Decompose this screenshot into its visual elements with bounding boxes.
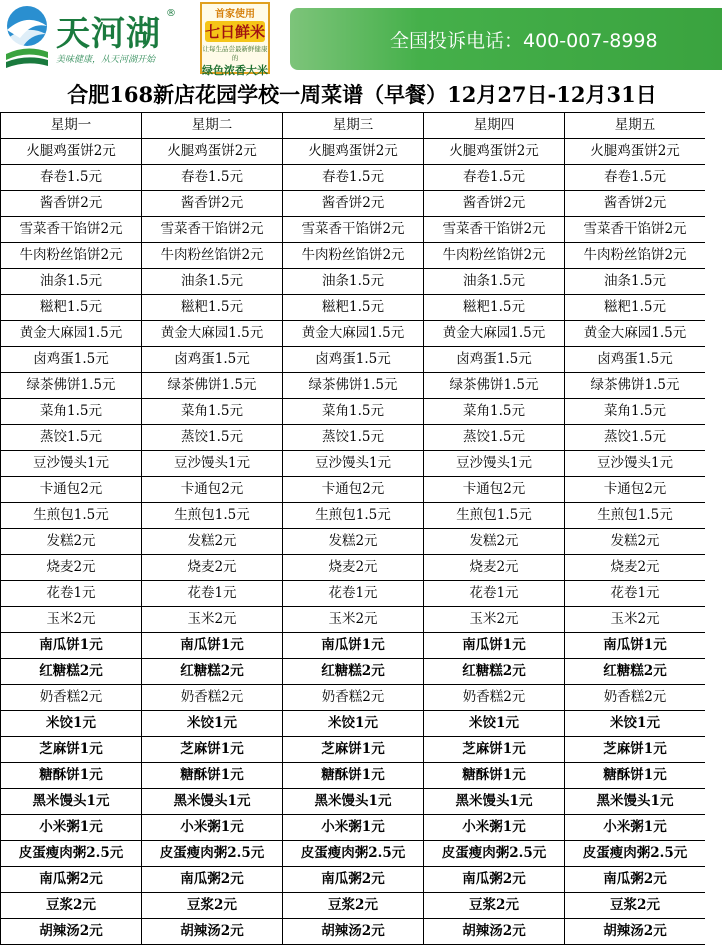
- menu-item-cell: 豆浆2元: [565, 893, 706, 919]
- menu-item-cell: 豆沙馒头1元: [565, 451, 706, 477]
- menu-item-cell: 绿茶佛饼1.5元: [283, 373, 424, 399]
- menu-item-cell: 蒸饺1.5元: [565, 425, 706, 451]
- menu-item-cell: 生煎包1.5元: [1, 503, 142, 529]
- menu-item-cell: 芝麻饼1元: [565, 737, 706, 763]
- menu-item-cell: 蒸饺1.5元: [142, 425, 283, 451]
- menu-item-cell: 雪菜香干馅饼2元: [424, 217, 565, 243]
- menu-item-cell: 绿茶佛饼1.5元: [1, 373, 142, 399]
- menu-item-cell: 豆浆2元: [424, 893, 565, 919]
- menu-item-cell: 黄金大麻园1.5元: [142, 321, 283, 347]
- menu-item-cell: 南瓜饼1元: [1, 633, 142, 659]
- menu-row: [1, 425, 706, 451]
- menu-row: [1, 191, 706, 217]
- menu-item-cell: 卡通包2元: [424, 477, 565, 503]
- menu-item-cell: 奶香糕2元: [283, 685, 424, 711]
- menu-row: [1, 737, 706, 763]
- menu-item-cell: 油条1.5元: [142, 269, 283, 295]
- menu-item-cell: 烧麦2元: [565, 555, 706, 581]
- menu-item-cell: 发糕2元: [424, 529, 565, 555]
- menu-item-cell: 胡辣汤2元: [283, 919, 424, 945]
- menu-item-cell: 生煎包1.5元: [565, 503, 706, 529]
- menu-item-cell: 花卷1元: [1, 581, 142, 607]
- menu-item-cell: 豆浆2元: [283, 893, 424, 919]
- menu-row: [1, 607, 706, 633]
- menu-item-cell: 发糕2元: [1, 529, 142, 555]
- menu-row: [1, 373, 706, 399]
- menu-row: [1, 503, 706, 529]
- menu-item-cell: 皮蛋瘦肉粥2.5元: [1, 841, 142, 867]
- menu-item-cell: 小米粥1元: [142, 815, 283, 841]
- menu-item-cell: 春卷1.5元: [142, 165, 283, 191]
- menu-item-cell: 红糖糕2元: [424, 659, 565, 685]
- menu-row: [1, 321, 706, 347]
- menu-item-cell: 豆浆2元: [1, 893, 142, 919]
- hotline-text: 全国投诉电话：400-007-8998: [390, 30, 658, 52]
- menu-row: [1, 919, 706, 945]
- menu-item-cell: 春卷1.5元: [565, 165, 706, 191]
- menu-item-cell: 火腿鸡蛋饼2元: [424, 139, 565, 165]
- menu-item-cell: 芝麻饼1元: [424, 737, 565, 763]
- menu-item-cell: 春卷1.5元: [424, 165, 565, 191]
- menu-item-cell: 黑米馒头1元: [1, 789, 142, 815]
- menu-row: [1, 529, 706, 555]
- menu-item-cell: 花卷1元: [283, 581, 424, 607]
- day-header: 星期一: [1, 113, 142, 139]
- product-badge-subtitle: 绿色浓香大米: [202, 64, 268, 77]
- menu-item-cell: 火腿鸡蛋饼2元: [283, 139, 424, 165]
- menu-item-cell: 蒸饺1.5元: [1, 425, 142, 451]
- menu-item-cell: 红糖糕2元: [1, 659, 142, 685]
- menu-item-cell: 菜角1.5元: [142, 399, 283, 425]
- menu-item-cell: 糖酥饼1元: [424, 763, 565, 789]
- menu-item-cell: 米饺1元: [565, 711, 706, 737]
- menu-row: [1, 165, 706, 191]
- menu-item-cell: 卤鸡蛋1.5元: [283, 347, 424, 373]
- menu-item-cell: 绿茶佛饼1.5元: [424, 373, 565, 399]
- menu-row: [1, 347, 706, 373]
- menu-item-cell: 菜角1.5元: [1, 399, 142, 425]
- menu-row: [1, 633, 706, 659]
- menu-item-cell: 豆浆2元: [142, 893, 283, 919]
- menu-row: [1, 269, 706, 295]
- menu-item-cell: 雪菜香干馅饼2元: [1, 217, 142, 243]
- menu-row: [1, 477, 706, 503]
- menu-item-cell: 发糕2元: [283, 529, 424, 555]
- menu-item-cell: 皮蛋瘦肉粥2.5元: [424, 841, 565, 867]
- menu-item-cell: 小米粥1元: [283, 815, 424, 841]
- menu-item-cell: 糍粑1.5元: [142, 295, 283, 321]
- menu-row: [1, 555, 706, 581]
- menu-item-cell: 酱香饼2元: [283, 191, 424, 217]
- menu-item-cell: 胡辣汤2元: [142, 919, 283, 945]
- brand-slogan: 美味健康，从天河湖开始: [56, 55, 156, 65]
- menu-item-cell: 玉米2元: [424, 607, 565, 633]
- menu-item-cell: 小米粥1元: [565, 815, 706, 841]
- menu-item-cell: 玉米2元: [142, 607, 283, 633]
- menu-item-cell: 生煎包1.5元: [142, 503, 283, 529]
- menu-item-cell: 酱香饼2元: [424, 191, 565, 217]
- menu-item-cell: 豆沙馒头1元: [142, 451, 283, 477]
- menu-item-cell: 火腿鸡蛋饼2元: [142, 139, 283, 165]
- menu-item-cell: 红糖糕2元: [142, 659, 283, 685]
- menu-row: [1, 217, 706, 243]
- menu-item-cell: 菜角1.5元: [565, 399, 706, 425]
- menu-item-cell: 烧麦2元: [424, 555, 565, 581]
- menu-item-cell: 卤鸡蛋1.5元: [565, 347, 706, 373]
- menu-item-cell: 卤鸡蛋1.5元: [424, 347, 565, 373]
- banner: [0, 0, 724, 78]
- menu-item-cell: 糖酥饼1元: [565, 763, 706, 789]
- menu-item-cell: 卡通包2元: [565, 477, 706, 503]
- menu-item-cell: 花卷1元: [565, 581, 706, 607]
- menu-row: [1, 815, 706, 841]
- menu-item-cell: 南瓜粥2元: [1, 867, 142, 893]
- menu-item-cell: 火腿鸡蛋饼2元: [565, 139, 706, 165]
- brand-logo-text: 天河湖: [56, 14, 161, 54]
- menu-item-cell: 酱香饼2元: [142, 191, 283, 217]
- menu-item-cell: 黄金大麻园1.5元: [424, 321, 565, 347]
- menu-item-cell: 黄金大麻园1.5元: [1, 321, 142, 347]
- menu-item-cell: 糍粑1.5元: [424, 295, 565, 321]
- day-header: 星期二: [142, 113, 283, 139]
- menu-item-cell: 火腿鸡蛋饼2元: [1, 139, 142, 165]
- menu-item-cell: 奶香糕2元: [424, 685, 565, 711]
- product-badge: [200, 2, 270, 77]
- menu-item-cell: 糍粑1.5元: [565, 295, 706, 321]
- menu-item-cell: 油条1.5元: [1, 269, 142, 295]
- menu-row: [1, 451, 706, 477]
- product-badge-tagline: 让每生品尝最新鲜健康的: [202, 45, 268, 62]
- menu-item-cell: 牛肉粉丝馅饼2元: [142, 243, 283, 269]
- menu-item-cell: 胡辣汤2元: [424, 919, 565, 945]
- day-header: 星期五: [565, 113, 706, 139]
- menu-item-cell: 油条1.5元: [565, 269, 706, 295]
- menu-item-cell: 牛肉粉丝馅饼2元: [1, 243, 142, 269]
- menu-item-cell: 黑米馒头1元: [283, 789, 424, 815]
- menu-item-cell: 发糕2元: [142, 529, 283, 555]
- menu-item-cell: 南瓜饼1元: [283, 633, 424, 659]
- hotline-banner: [290, 8, 722, 70]
- page-margin: [705, 112, 724, 947]
- menu-item-cell: 牛肉粉丝馅饼2元: [565, 243, 706, 269]
- menu-item-cell: 南瓜饼1元: [424, 633, 565, 659]
- menu-item-cell: 皮蛋瘦肉粥2.5元: [283, 841, 424, 867]
- menu-item-cell: 发糕2元: [565, 529, 706, 555]
- menu-item-cell: 生煎包1.5元: [283, 503, 424, 529]
- menu-item-cell: 南瓜饼1元: [565, 633, 706, 659]
- menu-item-cell: 绿茶佛饼1.5元: [142, 373, 283, 399]
- menu-item-cell: 芝麻饼1元: [142, 737, 283, 763]
- menu-item-cell: 胡辣汤2元: [565, 919, 706, 945]
- menu-item-cell: 卤鸡蛋1.5元: [142, 347, 283, 373]
- menu-item-cell: 糍粑1.5元: [283, 295, 424, 321]
- menu-item-cell: 雪菜香干馅饼2元: [142, 217, 283, 243]
- menu-item-cell: 黄金大麻园1.5元: [565, 321, 706, 347]
- menu-item-cell: 黑米馒头1元: [565, 789, 706, 815]
- menu-item-cell: 油条1.5元: [283, 269, 424, 295]
- menu-item-cell: 红糖糕2元: [565, 659, 706, 685]
- product-badge-top: 首家使用: [215, 9, 255, 20]
- menu-row: [1, 841, 706, 867]
- menu-item-cell: 皮蛋瘦肉粥2.5元: [565, 841, 706, 867]
- menu-item-cell: 小米粥1元: [1, 815, 142, 841]
- menu-item-cell: 糖酥饼1元: [142, 763, 283, 789]
- menu-item-cell: 菜角1.5元: [424, 399, 565, 425]
- day-header: 星期三: [283, 113, 424, 139]
- menu-row: [1, 139, 706, 165]
- menu-item-cell: 油条1.5元: [424, 269, 565, 295]
- menu-item-cell: 卡通包2元: [142, 477, 283, 503]
- menu-item-cell: 糍粑1.5元: [1, 295, 142, 321]
- menu-item-cell: 豆沙馒头1元: [424, 451, 565, 477]
- menu-item-cell: 芝麻饼1元: [283, 737, 424, 763]
- menu-item-cell: 烧麦2元: [142, 555, 283, 581]
- menu-item-cell: 芝麻饼1元: [1, 737, 142, 763]
- page-title: 合肥168新店花园学校一周菜谱（早餐）12月27日-12月31日: [67, 82, 657, 107]
- menu-item-cell: 米饺1元: [424, 711, 565, 737]
- menu-item-cell: 玉米2元: [565, 607, 706, 633]
- menu-item-cell: 雪菜香干馅饼2元: [565, 217, 706, 243]
- menu-row: [1, 659, 706, 685]
- menu-item-cell: 酱香饼2元: [1, 191, 142, 217]
- menu-item-cell: 红糖糕2元: [283, 659, 424, 685]
- menu-row: [1, 581, 706, 607]
- menu-item-cell: 米饺1元: [1, 711, 142, 737]
- menu-item-cell: 卡通包2元: [283, 477, 424, 503]
- menu-item-cell: 蒸饺1.5元: [424, 425, 565, 451]
- menu-item-cell: 蒸饺1.5元: [283, 425, 424, 451]
- menu-item-cell: 南瓜粥2元: [283, 867, 424, 893]
- menu-item-cell: 豆沙馒头1元: [1, 451, 142, 477]
- menu-item-cell: 糖酥饼1元: [1, 763, 142, 789]
- menu-item-cell: 豆沙馒头1元: [283, 451, 424, 477]
- menu-item-cell: 卡通包2元: [1, 477, 142, 503]
- menu-row: [1, 685, 706, 711]
- menu-item-cell: 米饺1元: [283, 711, 424, 737]
- menu-item-cell: 玉米2元: [1, 607, 142, 633]
- menu-item-cell: 南瓜粥2元: [424, 867, 565, 893]
- menu-item-cell: 黑米馒头1元: [424, 789, 565, 815]
- menu-item-cell: 绿茶佛饼1.5元: [565, 373, 706, 399]
- menu-item-cell: 玉米2元: [283, 607, 424, 633]
- menu-item-cell: 米饺1元: [142, 711, 283, 737]
- menu-row: [1, 763, 706, 789]
- menu-item-cell: 牛肉粉丝馅饼2元: [283, 243, 424, 269]
- day-header: 星期四: [424, 113, 565, 139]
- menu-item-cell: 春卷1.5元: [1, 165, 142, 191]
- day-header-row: [1, 113, 706, 139]
- menu-item-cell: 雪菜香干馅饼2元: [283, 217, 424, 243]
- menu-item-cell: 胡辣汤2元: [1, 919, 142, 945]
- logo-icon: [2, 4, 52, 74]
- menu-item-cell: 皮蛋瘦肉粥2.5元: [142, 841, 283, 867]
- menu-item-cell: 南瓜粥2元: [142, 867, 283, 893]
- menu-item-cell: 花卷1元: [142, 581, 283, 607]
- menu-item-cell: 奶香糕2元: [1, 685, 142, 711]
- menu-item-cell: 糖酥饼1元: [283, 763, 424, 789]
- menu-row: [1, 243, 706, 269]
- menu-item-cell: 酱香饼2元: [565, 191, 706, 217]
- registered-mark: ®: [166, 8, 176, 19]
- menu-row: [1, 789, 706, 815]
- menu-item-cell: 南瓜饼1元: [142, 633, 283, 659]
- menu-item-cell: 菜角1.5元: [283, 399, 424, 425]
- menu-item-cell: 牛肉粉丝馅饼2元: [424, 243, 565, 269]
- menu-row: [1, 399, 706, 425]
- menu-row: [1, 711, 706, 737]
- menu-item-cell: 烧麦2元: [283, 555, 424, 581]
- menu-item-cell: 黄金大麻园1.5元: [283, 321, 424, 347]
- menu-item-cell: 奶香糕2元: [565, 685, 706, 711]
- product-badge-name: 七日鲜米: [205, 23, 266, 41]
- menu-item-cell: 小米粥1元: [424, 815, 565, 841]
- menu-row: [1, 295, 706, 321]
- menu-item-cell: 卤鸡蛋1.5元: [1, 347, 142, 373]
- menu-item-cell: 南瓜粥2元: [565, 867, 706, 893]
- menu-item-cell: 生煎包1.5元: [424, 503, 565, 529]
- menu-table: [0, 112, 706, 945]
- menu-item-cell: 花卷1元: [424, 581, 565, 607]
- menu-row: [1, 867, 706, 893]
- menu-row: [1, 893, 706, 919]
- menu-item-cell: 黑米馒头1元: [142, 789, 283, 815]
- menu-item-cell: 春卷1.5元: [283, 165, 424, 191]
- menu-item-cell: 奶香糕2元: [142, 685, 283, 711]
- menu-item-cell: 烧麦2元: [1, 555, 142, 581]
